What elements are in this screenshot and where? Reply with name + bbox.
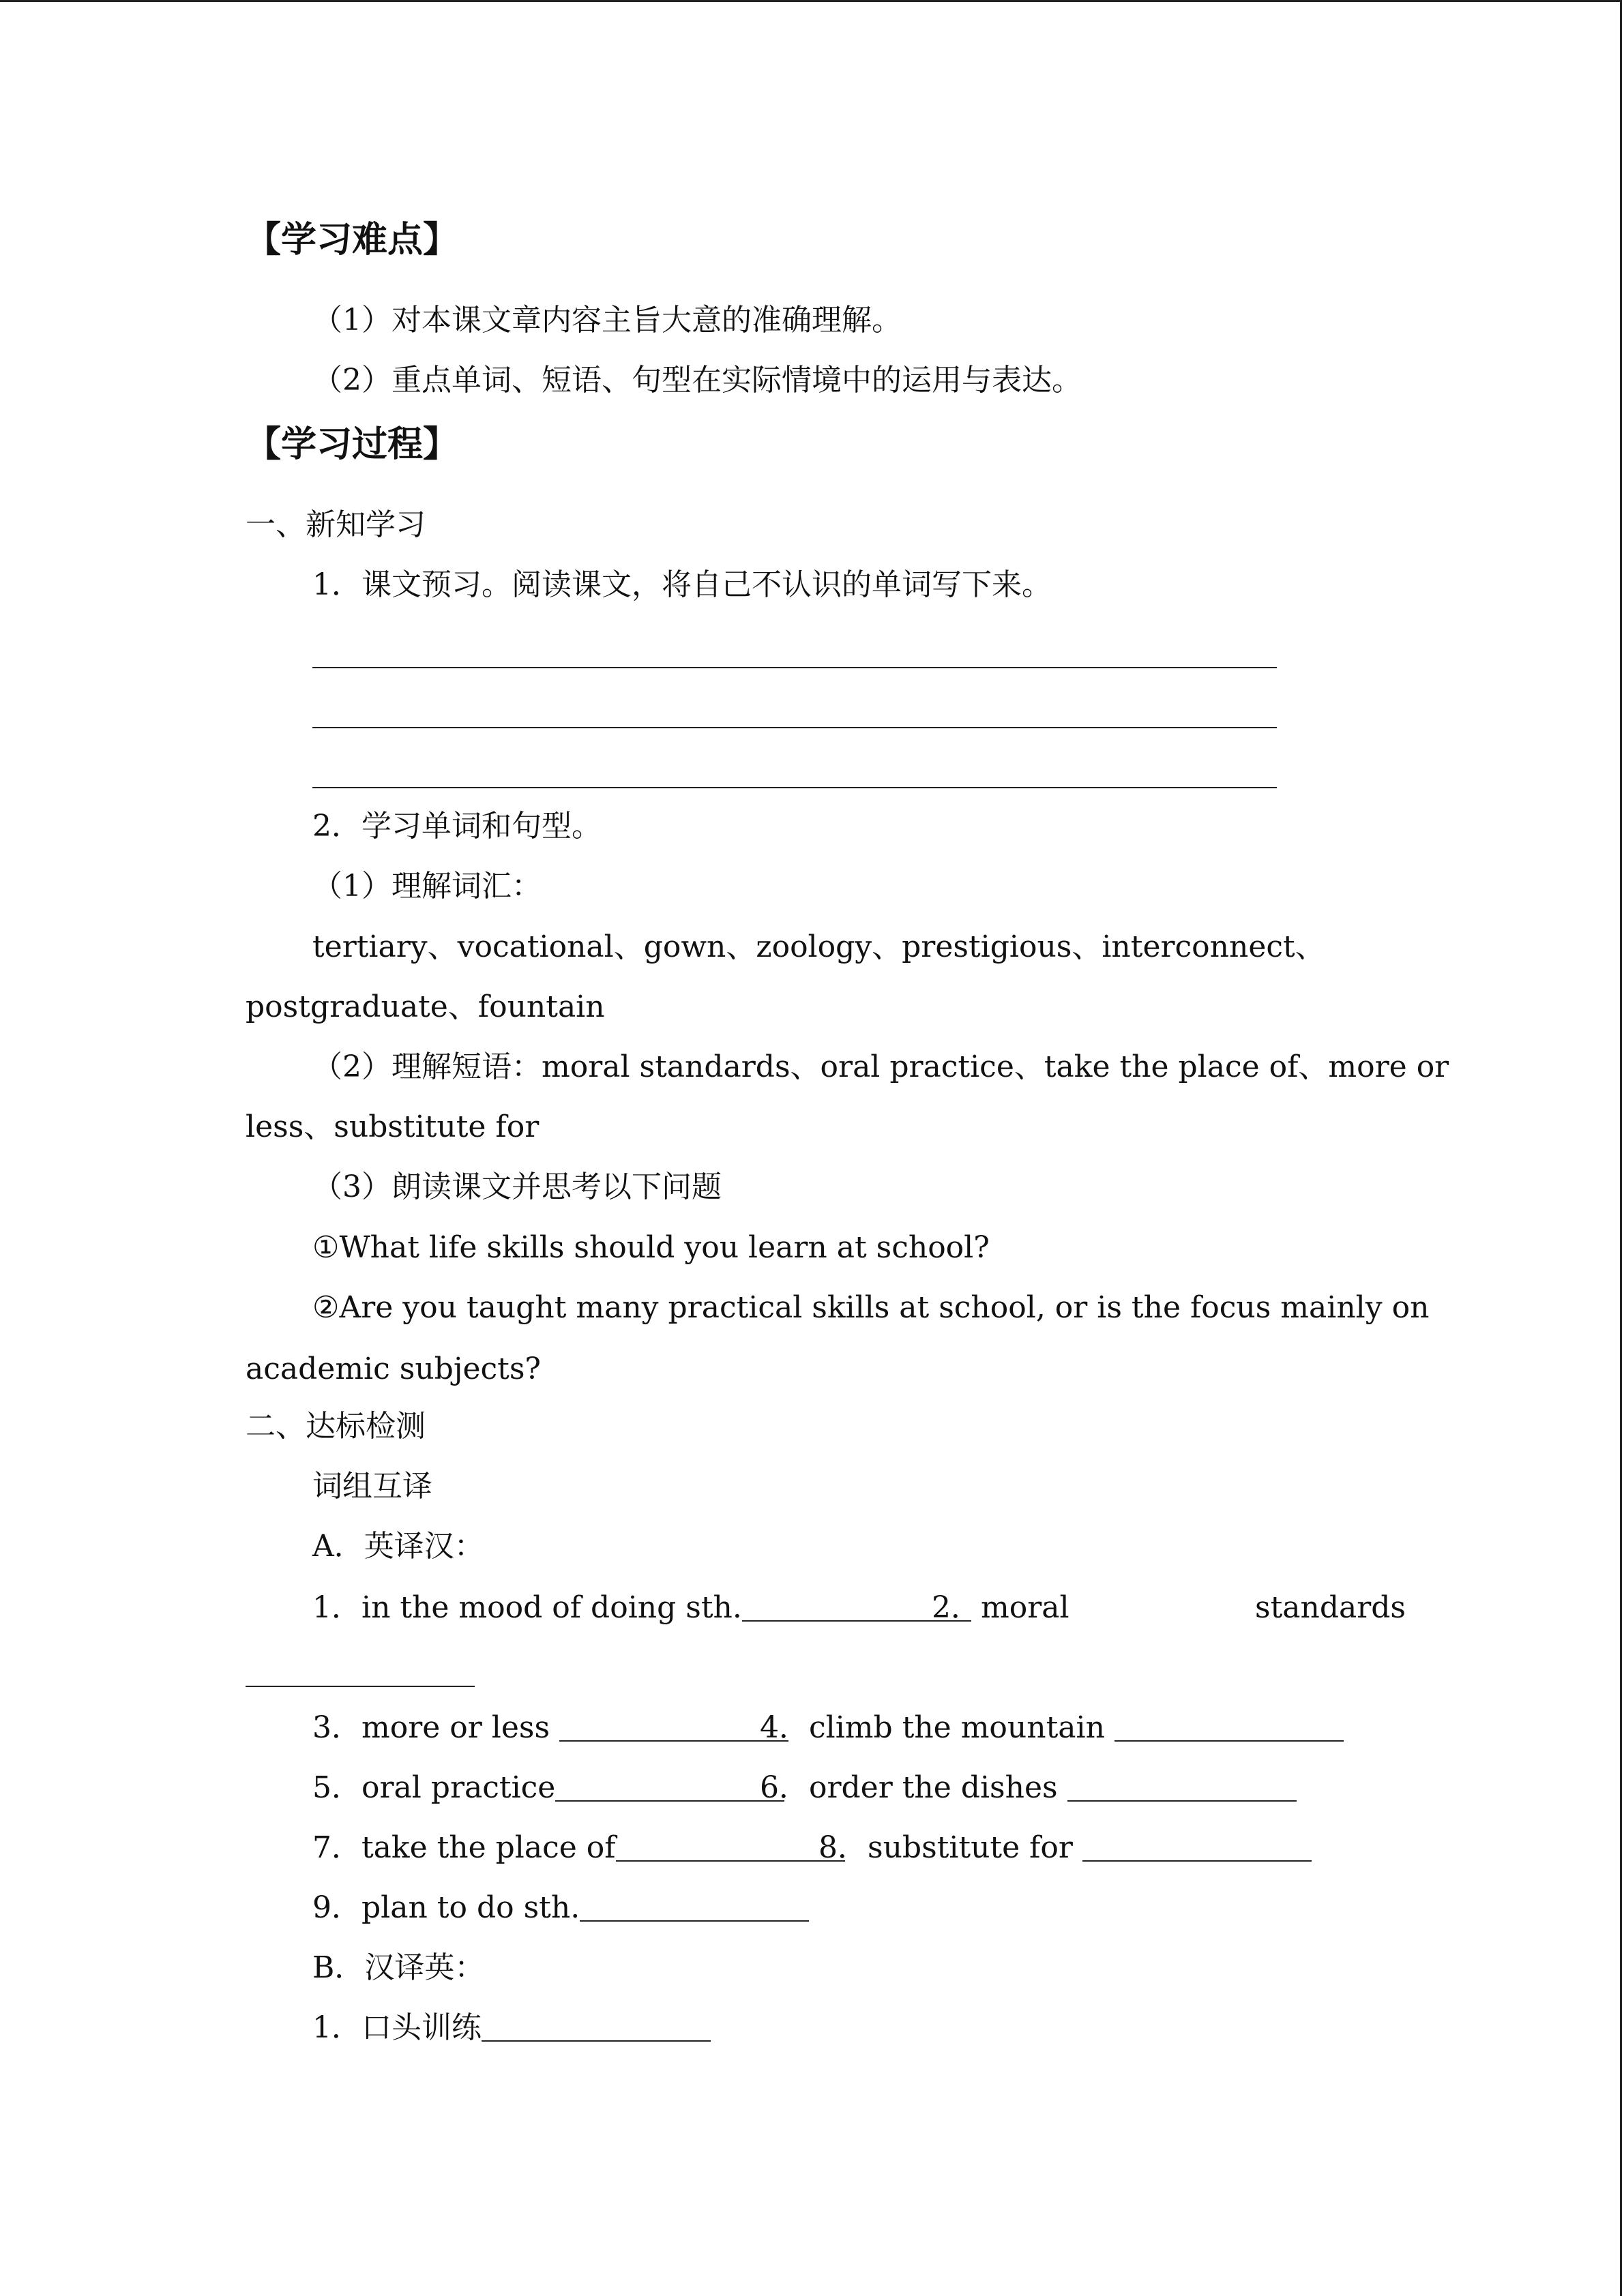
phrases-line-2: less、substitute for xyxy=(246,1109,540,1144)
vocab-line-1: tertiary、vocational、gown、zoology、prestigious、interconnect、 xyxy=(312,929,1325,964)
exercise-item-6-text: 6．order the dishes xyxy=(760,1770,1067,1805)
exercise-item-3-blank[interactable] xyxy=(559,1740,788,1742)
exercise-item-8-blank[interactable] xyxy=(1082,1860,1312,1862)
exercise-item-8 xyxy=(818,1830,1312,1865)
exercise-item-3 xyxy=(312,1710,788,1745)
exercise-item-7 xyxy=(312,1830,845,1865)
exercise-item-7-text: 7．take the place of xyxy=(312,1830,616,1865)
exercise-item-9-blank[interactable] xyxy=(580,1920,809,1922)
difficulty-item-2: （2）重点单词、短语、句型在实际情境中的运用与表达。 xyxy=(312,363,1082,398)
section2-subtitle: 词组互译 xyxy=(312,1469,432,1504)
exercise-item-2-blank[interactable] xyxy=(246,1686,475,1687)
exercise-item-5-blank[interactable] xyxy=(555,1800,784,1802)
answer-line-3[interactable] xyxy=(312,787,1277,788)
exercise-item-4-blank[interactable] xyxy=(1114,1740,1344,1742)
exercise-item-7-blank[interactable] xyxy=(616,1860,845,1862)
difficulties-heading: 【学习难点】 xyxy=(246,220,459,260)
question-2-line-2: academic subjects? xyxy=(246,1352,541,1386)
exercise-item-9 xyxy=(312,1890,809,1925)
exercise-item-9-text: 9．plan to do sth. xyxy=(312,1890,580,1925)
exercise-item-6-blank[interactable] xyxy=(1067,1800,1297,1802)
exercise-item-6 xyxy=(760,1770,1297,1805)
exercise-item-5 xyxy=(312,1770,784,1805)
question-2-line-1: ②Are you taught many practical skills at school, or is the focus mainly on xyxy=(312,1290,1430,1325)
questions-label: （3）朗读课文并思考以下问题 xyxy=(312,1169,722,1204)
phrases-line-1: （2）理解短语：moral standards、oral practice、take the place of、more or xyxy=(312,1049,1449,1084)
exercise-item-8-text: 8．substitute for xyxy=(818,1830,1082,1865)
partA-label: A．英译汉： xyxy=(312,1529,484,1564)
exercise-b-item-1-text: 1．口头训练 xyxy=(312,2010,482,2045)
exercise-b-item-1-blank[interactable] xyxy=(482,2040,711,2042)
difficulty-item-1: （1）对本课文章内容主旨大意的准确理解。 xyxy=(312,303,902,338)
exercise-item-2-part-b: standards xyxy=(1255,1590,1406,1625)
process-heading: 【学习过程】 xyxy=(246,424,459,465)
task1-text: 1．课文预习。阅读课文，将自己不认识的单词写下来。 xyxy=(312,567,1052,602)
exercise-item-1-text: 1．in the mood of doing sth. xyxy=(312,1590,742,1625)
section2-title: 二、达标检测 xyxy=(246,1409,426,1444)
vocab-line-2: postgraduate、fountain xyxy=(246,989,605,1024)
task2-text: 2．学习单词和句型。 xyxy=(312,809,602,844)
answer-line-2[interactable] xyxy=(312,727,1277,728)
section1-title: 一、新知学习 xyxy=(246,507,426,542)
exercise-item-3-text: 3．more or less xyxy=(312,1710,560,1745)
vocab-label: （1）理解词汇： xyxy=(312,869,542,904)
answer-line-1[interactable] xyxy=(312,667,1277,668)
exercise-item-2-part-a: 2．moral xyxy=(932,1590,1069,1625)
exercise-item-5-text: 5．oral practice xyxy=(312,1770,556,1805)
exercise-item-1 xyxy=(312,1590,971,1625)
exercise-b-item-1 xyxy=(312,2010,711,2045)
exercise-item-4-text: 4．climb the mountain xyxy=(760,1710,1114,1745)
exercise-item-4 xyxy=(760,1710,1344,1745)
question-1: ①What life skills should you learn at school? xyxy=(312,1230,990,1265)
partB-label: B．汉译英： xyxy=(312,1950,485,1985)
